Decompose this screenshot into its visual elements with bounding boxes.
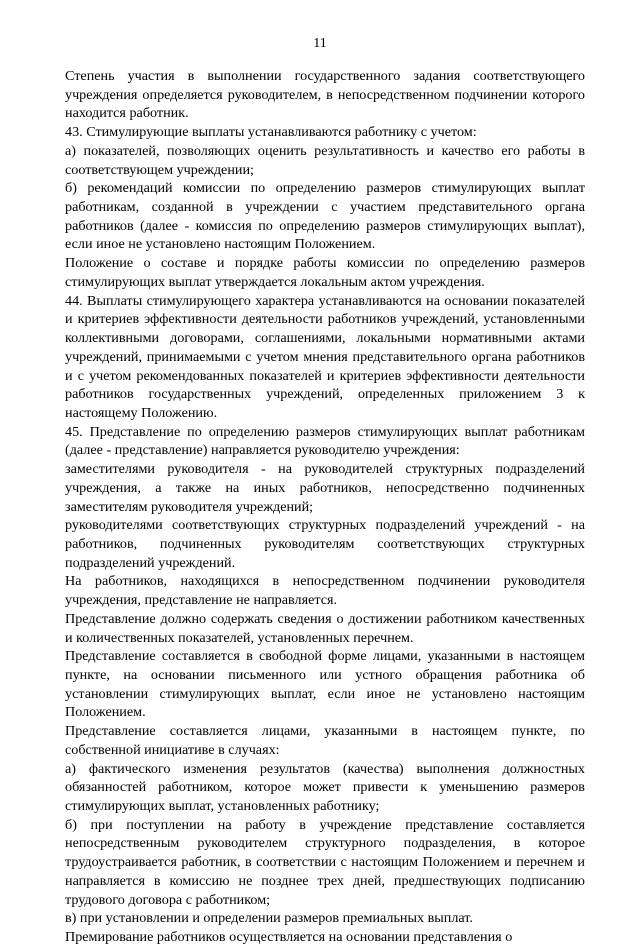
paragraph-last-line: Премирование работников осуществляется на основании представления о [65, 929, 513, 946]
paragraph: а) фактического изменения результатов (качества) выполнения должностных обязанностей работником, которое может привести к уменьшению размеров стимулирующих выплат, установленных работнику; [65, 760, 585, 815]
paragraph-item-43: 43. Стимулирующие выплаты устанавливаются работнику с учетом: [65, 124, 477, 141]
paragraph: Степень участия в выполнении государственного задания соответствующего учреждения определяется руководителем, в непосредственном подчинении которого находится работник. [65, 68, 585, 122]
paragraph: Представление составляется лицами, указанными в настоящем пункте, по собственной инициативе в случаях: [65, 723, 585, 758]
paragraph: а) показателей, позволяющих оценить результативность и качество его работы в соответствующем учреждении; [65, 142, 585, 178]
document-body [65, 67, 585, 947]
paragraph: б) рекомендаций комиссии по определению размеров стимулирующих выплат работникам, созданной в учреждении с участием представительного органа работников (далее - комиссия по определению размеров стимулирующих выплат), если иное не установлено настоящим Положением. [65, 180, 585, 253]
paragraph: На работников, находящихся в непосредственном подчинении руководителя учреждения, представление не направляется. [65, 573, 585, 609]
paragraph: Положение о составе и порядке работы комиссии по определению размеров стимулирующих выплат утверждается локальным актом учреждения. [65, 255, 585, 290]
paragraph: руководителями соответствующих структурных подразделений учреждений - на работников, подчиненных руководителям соответствующих структурных подразделений учреждений. [65, 517, 585, 571]
paragraph-item-44: 44. Выплаты стимулирующего характера устанавливаются на основании показателей и критериев эффективности деятельности работников учреждений, установленными коллективными договорами, соглашениями, локальными нормативными актами учреждений, принимаемыми с учетом мнения представительного органа работников и с учетом рекомендованных показателей и критериев эффективности деятельности работников государственных учреждений, определенных приложением 3 к настоящему Положению. [65, 292, 585, 421]
paragraph: Представление должно содержать сведения о достижении работником качественных и количественных показателей, установленных перечнем. [65, 610, 585, 646]
paragraph: б) при поступлении на работу в учреждение представление составляется непосредственным руководителем структурного подразделения, в которое трудоустраивается работник, в соответствии с настоящим Положением и перечнем и направляется в комиссию не позднее трех дней, предшествующих подписанию трудового договора с работником; [65, 816, 585, 908]
paragraph: Представление составляется в свободной форме лицами, указанными в настоящем пункте, на основании письменного или устного обращения работника об установлении стимулирующих выплат, если иное не установлено настоящим Положением. [65, 648, 585, 721]
page-number: 11 [313, 36, 327, 51]
paragraph: заместителями руководителя - на руководителей структурных подразделений учреждения, а также на иных работников, непосредственно подчиненных заместителям руководителя учреждений; [65, 461, 585, 515]
paragraph-item-45: 45. Представление по определению размеров стимулирующих выплат работникам (далее - представление) направляется руководителю учреждения: [65, 423, 585, 459]
paragraph: в) при установлении и определении размеров премиальных выплат. [65, 910, 473, 927]
